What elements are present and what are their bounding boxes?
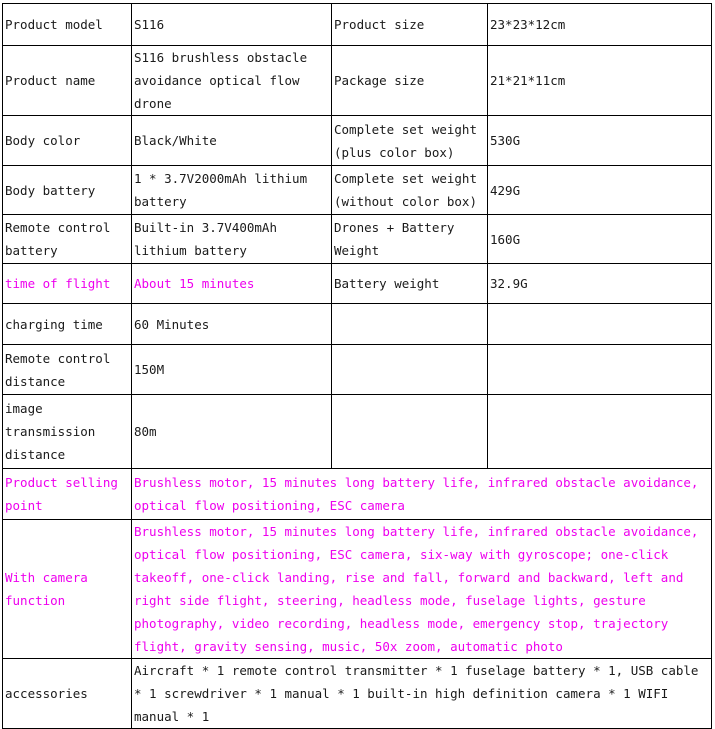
spec-value: 60 Minutes: [132, 304, 332, 345]
spec-value: 32.9G: [488, 264, 712, 304]
spec-value: S116: [132, 4, 332, 46]
product-spec-table: [2, 3, 712, 729]
table-row: [3, 304, 712, 345]
spec-label: [332, 304, 488, 345]
spec-label: Complete set weight (plus color box): [332, 116, 488, 166]
spec-label: accessories: [3, 659, 132, 729]
spec-label: Body battery: [3, 166, 132, 215]
spec-value: Aircraft * 1 remote control transmitter * 1 fuselage battery * 1, USB cable * 1 screwdriver * 1 manual * 1 built-in high definition camera * 1 WIFI manual * 1: [132, 659, 712, 729]
table-row: [3, 264, 712, 304]
spec-label: image transmission distance: [3, 395, 132, 469]
spec-value: Black/White: [132, 116, 332, 166]
table-row: [3, 4, 712, 46]
spec-label: Product selling point: [3, 469, 132, 520]
table-row: [3, 469, 712, 520]
spec-label: Body color: [3, 116, 132, 166]
spec-label: [332, 395, 488, 469]
spec-value: 21*21*11cm: [488, 46, 712, 116]
spec-label: Product model: [3, 4, 132, 46]
spec-value: [488, 304, 712, 345]
spec-label: Package size: [332, 46, 488, 116]
spec-value: [488, 395, 712, 469]
table-row: [3, 46, 712, 116]
spec-value: 1 * 3.7V2000mAh lithium battery: [132, 166, 332, 215]
spec-label: Remote control distance: [3, 345, 132, 395]
spec-value: 80m: [132, 395, 332, 469]
spec-label: Remote control battery: [3, 215, 132, 264]
table-row: [3, 395, 712, 469]
table-row: [3, 215, 712, 264]
spec-label: charging time: [3, 304, 132, 345]
spec-value: Built-in 3.7V400mAh lithium battery: [132, 215, 332, 264]
spec-value: Brushless motor, 15 minutes long battery life, infrared obstacle avoidance, optical flow positioning, ESC camera, six-way with gyroscope; one-click takeoff, one-click landing, rise and fall, forward and backward, left and right side flight, steering, headless mode, fuselage lights, gesture photography, video recording, headless mode, emergency stop, trajectory flight, gravity sensing, music, 50x zoom, automatic photo: [132, 520, 712, 659]
spec-label: With camera function: [3, 520, 132, 659]
table-row: [3, 166, 712, 215]
spec-value: S116 brushless obstacle avoidance optical flow drone: [132, 46, 332, 116]
spec-label: [332, 345, 488, 395]
spec-label: time of flight: [3, 264, 132, 304]
table-row: [3, 116, 712, 166]
table-row: [3, 345, 712, 395]
spec-value: 530G: [488, 116, 712, 166]
spec-value: 150M: [132, 345, 332, 395]
spec-label: Battery weight: [332, 264, 488, 304]
table-row: [3, 659, 712, 729]
spec-value: 429G: [488, 166, 712, 215]
spec-value: 160G: [488, 215, 712, 264]
spec-label: Drones + Battery Weight: [332, 215, 488, 264]
spec-label: Product size: [332, 4, 488, 46]
table-row: [3, 520, 712, 659]
spec-label: Complete set weight (without color box): [332, 166, 488, 215]
spec-value: 23*23*12cm: [488, 4, 712, 46]
spec-value: [488, 345, 712, 395]
spec-label: Product name: [3, 46, 132, 116]
spec-value: Brushless motor, 15 minutes long battery life, infrared obstacle avoidance, optical flow positioning, ESC camera: [132, 469, 712, 520]
spec-value: About 15 minutes: [132, 264, 332, 304]
